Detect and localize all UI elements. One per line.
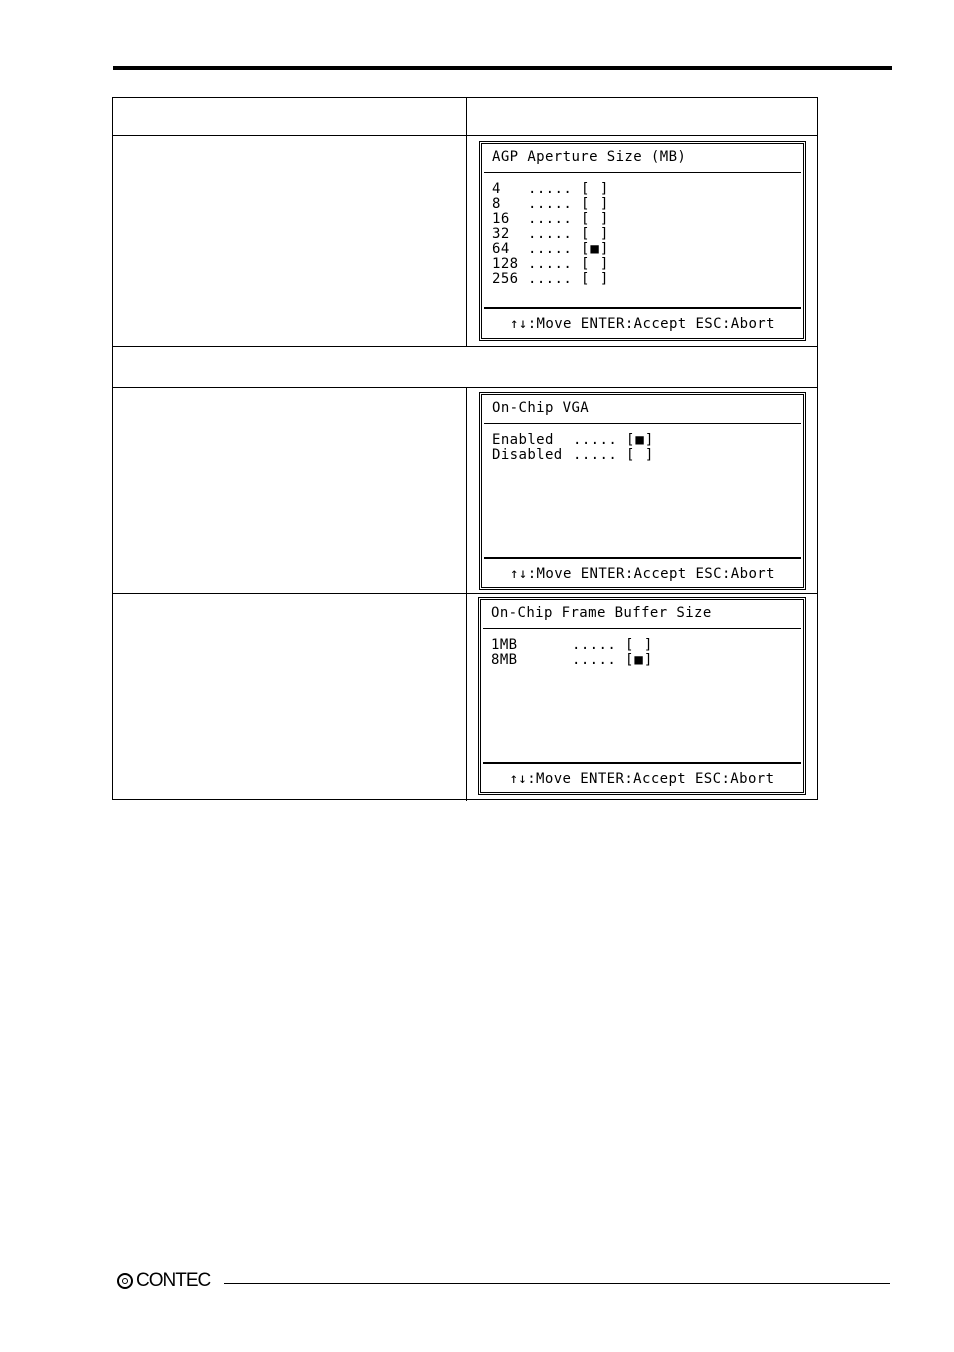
footer-rule <box>224 1283 890 1284</box>
agp-aperture-dialog <box>479 141 806 341</box>
table-row-divider <box>113 593 817 594</box>
option-row[interactable]: Disabled ..... [ ] <box>492 447 654 463</box>
option-row[interactable]: 16 ..... [ ] <box>492 211 609 227</box>
dialog-title-separator <box>483 628 801 629</box>
dialog-title: On-Chip VGA <box>492 400 590 416</box>
option-row[interactable]: 1MB ..... [ ] <box>491 637 653 653</box>
onchip-vga-dialog <box>479 392 806 590</box>
dialog-title: AGP Aperture Size (MB) <box>492 149 687 165</box>
table-header-divider <box>113 135 817 136</box>
table-row-divider <box>113 346 817 347</box>
dialog-title-separator <box>484 172 801 173</box>
brand-name: CONTEC <box>136 1270 211 1291</box>
dialog-key-help: ↑↓:Move ENTER:Accept ESC:Abort <box>510 566 775 582</box>
frame-buffer-size-dialog <box>478 597 806 795</box>
option-row-selected[interactable]: 8MB ..... [■] <box>491 652 653 668</box>
dialog-key-help: ↑↓:Move ENTER:Accept ESC:Abort <box>509 771 775 787</box>
option-row-selected[interactable]: Enabled ..... [■] <box>492 432 654 448</box>
option-row[interactable]: 256 ..... [ ] <box>492 271 609 287</box>
dialog-key-help: ↑↓:Move ENTER:Accept ESC:Abort <box>510 316 775 332</box>
contec-logo-icon <box>117 1273 133 1289</box>
header-rule <box>113 66 892 70</box>
dialog-footer-separator <box>484 307 801 309</box>
option-row[interactable]: 32 ..... [ ] <box>492 226 609 242</box>
option-row-selected[interactable]: 64 ..... [■] <box>492 241 609 257</box>
settings-table <box>112 97 818 800</box>
dialog-title-separator <box>484 423 801 424</box>
option-row[interactable]: 4 ..... [ ] <box>492 181 609 197</box>
contec-logo <box>117 1270 210 1292</box>
dialog-footer-separator <box>483 762 801 764</box>
dialog-title: On-Chip Frame Buffer Size <box>491 605 712 621</box>
option-row[interactable]: 128 ..... [ ] <box>492 256 609 272</box>
table-row-divider <box>113 387 817 388</box>
option-row[interactable]: 8 ..... [ ] <box>492 196 609 212</box>
dialog-footer-separator <box>484 557 801 559</box>
column-divider-bottom <box>466 387 467 801</box>
